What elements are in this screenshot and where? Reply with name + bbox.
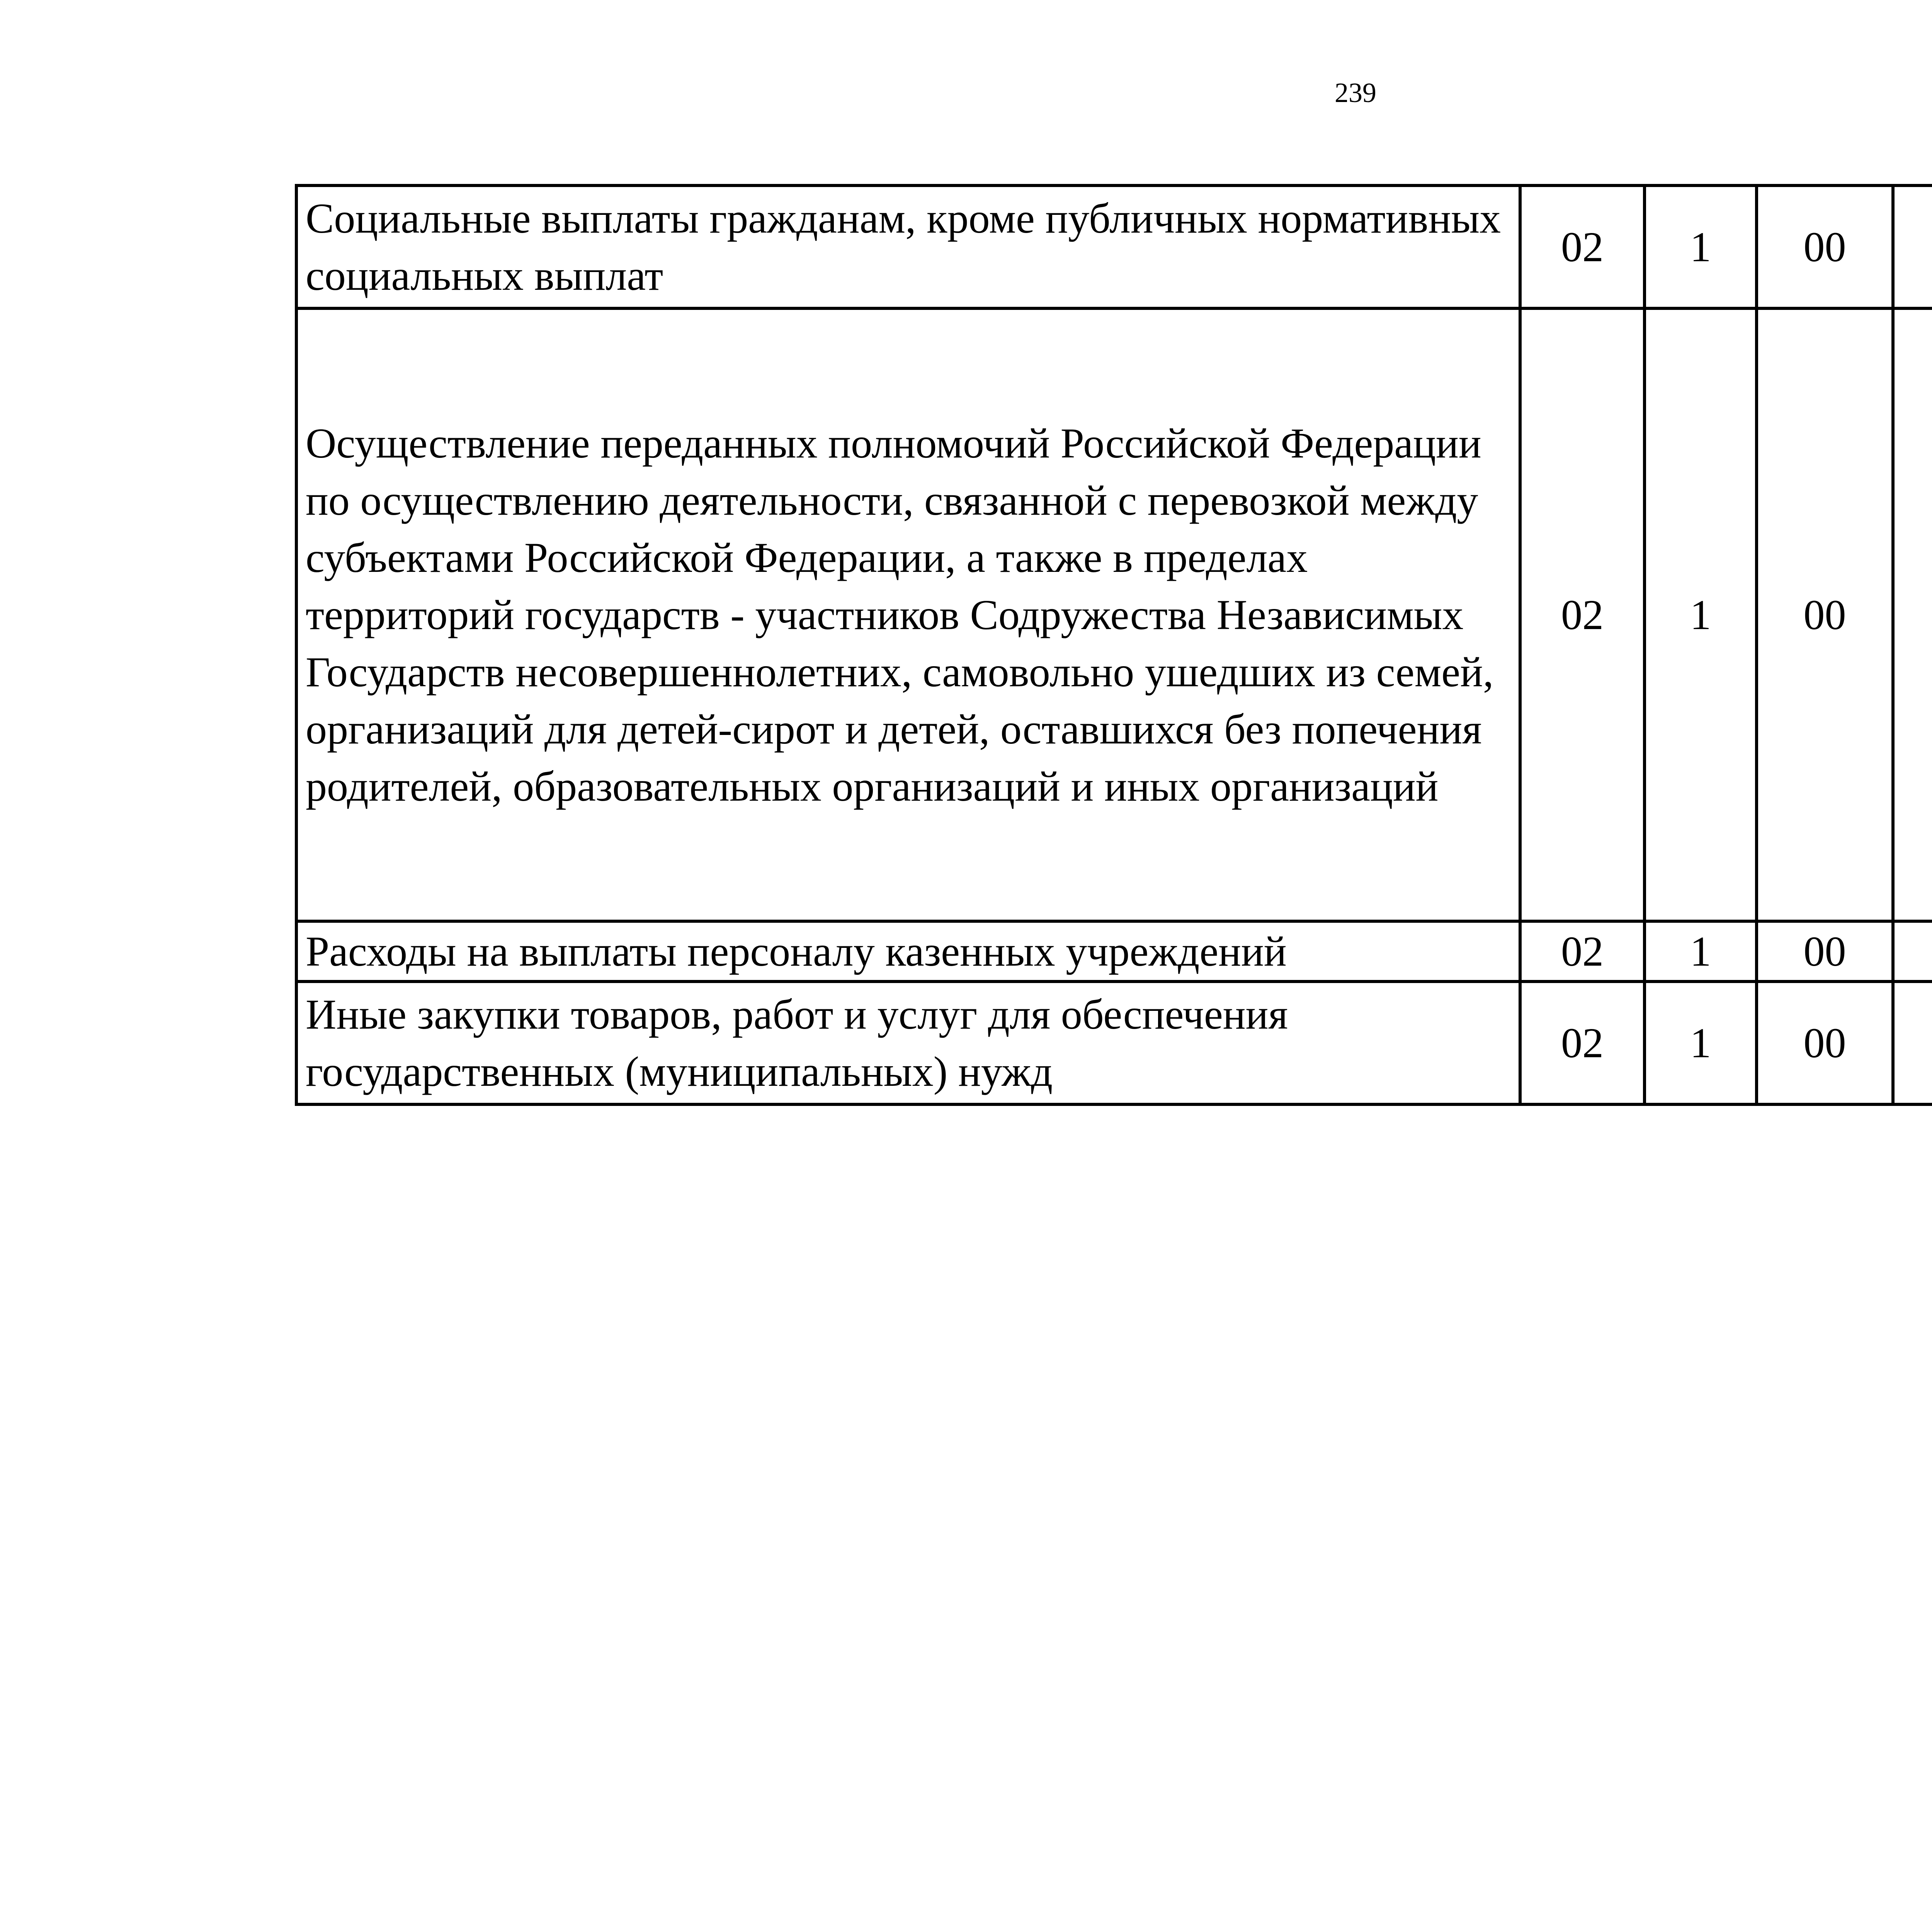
page-number: 239 xyxy=(1335,77,1376,108)
program-code-cell: 1 xyxy=(1645,185,1757,308)
subprogram-code-cell: 00 xyxy=(1757,921,1893,981)
subprogram-code-cell: 00 xyxy=(1757,981,1893,1104)
program-code-cell: 1 xyxy=(1645,921,1757,981)
section-code-cell: 02 xyxy=(1520,981,1645,1104)
section-code-cell: 02 xyxy=(1520,921,1645,981)
table-row xyxy=(296,921,1932,981)
direction-code-cell xyxy=(1893,308,1932,921)
direction-code-cell xyxy=(1893,981,1932,1104)
table-row xyxy=(296,308,1932,921)
table-row xyxy=(296,185,1932,308)
program-code-cell: 1 xyxy=(1645,981,1757,1104)
expense-name-cell: Социальные выплаты гражданам, кроме публичных нормативных социальных выплат xyxy=(296,185,1520,308)
subprogram-code-cell: 00 xyxy=(1757,308,1893,921)
direction-code-cell xyxy=(1893,185,1932,308)
program-code-cell: 1 xyxy=(1645,308,1757,921)
table-row xyxy=(296,981,1932,1104)
expense-name-cell: Иные закупки товаров, работ и услуг для обеспечения государственных (муниципальных) нужд xyxy=(296,981,1520,1104)
budget-table xyxy=(295,184,1932,1106)
section-code-cell: 02 xyxy=(1520,308,1645,921)
direction-code-cell xyxy=(1893,921,1932,981)
expense-name-cell: Осуществление переданных полномочий Российской Федерации по осуществлению деятельности, связанной с перевозкой между субъектами Российской Федерации, а также в пределах территорий государств - участников Содружества Независимых Государств несовершеннолетних, самовольно ушедших из семей, организаций для детей-сирот и детей, оставшихся без попечения родителей, образовательных организаций и иных организаций xyxy=(296,308,1520,921)
subprogram-code-cell: 00 xyxy=(1757,185,1893,308)
section-code-cell: 02 xyxy=(1520,185,1645,308)
expense-name-cell: Расходы на выплаты персоналу казенных учреждений xyxy=(296,921,1520,981)
